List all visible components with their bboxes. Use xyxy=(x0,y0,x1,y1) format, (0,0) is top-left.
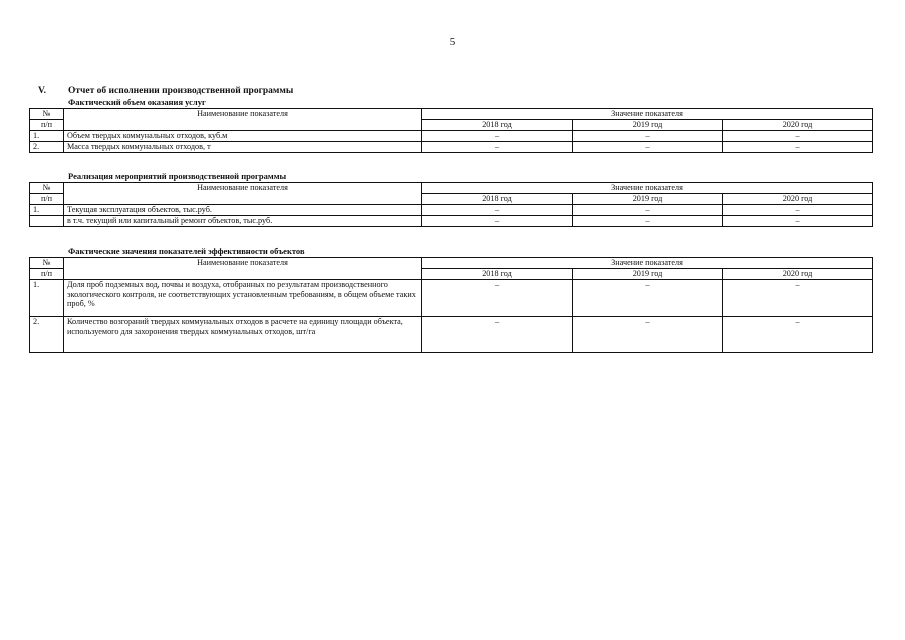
value-2018: – xyxy=(422,280,573,317)
table-2-title: Реализация мероприятий производственной программы xyxy=(68,171,287,181)
header-values-group: Значение показателя xyxy=(422,258,873,269)
value-2018: – xyxy=(422,317,573,353)
section-number: V. xyxy=(38,86,47,96)
row-number: 1. xyxy=(30,280,64,317)
header-num-line1: № xyxy=(30,183,64,194)
row-number: 2. xyxy=(30,317,64,353)
value-2018: – xyxy=(422,142,573,153)
page-number: 5 xyxy=(449,36,456,48)
row-number: 1. xyxy=(30,205,64,216)
value-2019: – xyxy=(573,142,723,153)
header-year-2019: 2019 год xyxy=(573,269,723,280)
table-1-title: Фактический объем оказания услуг xyxy=(68,97,206,107)
value-2018: – xyxy=(422,205,573,216)
table-3-title: Фактические значения показателей эффективности объектов xyxy=(68,246,305,256)
row-indicator-name: Масса твердых коммунальных отходов, т xyxy=(64,142,422,153)
section-title: Отчет об исполнении производственной программы xyxy=(68,86,294,96)
header-num-line1: № xyxy=(30,109,64,120)
value-2019: – xyxy=(573,131,723,142)
header-num-line2: п/п xyxy=(30,269,64,280)
value-2020: – xyxy=(723,280,873,317)
table-row xyxy=(30,280,873,317)
value-2018: – xyxy=(422,131,573,142)
header-year-2018: 2018 год xyxy=(422,120,573,131)
value-2019: – xyxy=(573,205,723,216)
table-row xyxy=(30,216,873,227)
header-year-2019: 2019 год xyxy=(573,120,723,131)
value-2020: – xyxy=(723,216,873,227)
value-2020: – xyxy=(723,317,873,353)
row-number: 2. xyxy=(30,142,64,153)
services-volume-table xyxy=(29,108,873,153)
header-year-2020: 2020 год xyxy=(723,269,873,280)
value-2020: – xyxy=(723,142,873,153)
value-2019: – xyxy=(573,317,723,353)
header-year-2020: 2020 год xyxy=(723,120,873,131)
table-row xyxy=(30,142,873,153)
header-values-group: Значение показателя xyxy=(422,183,873,194)
table-row xyxy=(30,317,873,353)
header-indicator-name: Наименование показателя xyxy=(64,258,422,280)
value-2020: – xyxy=(723,131,873,142)
row-number xyxy=(30,216,64,227)
header-year-2018: 2018 год xyxy=(422,194,573,205)
header-indicator-name: Наименование показателя xyxy=(64,183,422,205)
header-values-group: Значение показателя xyxy=(422,109,873,120)
header-year-2020: 2020 год xyxy=(723,194,873,205)
row-indicator-name: Текущая эксплуатация объектов, тыс.руб. xyxy=(64,205,422,216)
row-indicator-name: Количество возгораний твердых коммунальных отходов в расчете на единицу площади объекта, используемого для захоронения твердых коммунальных отходов, шт/га xyxy=(64,317,422,353)
value-2019: – xyxy=(573,216,723,227)
program-measures-table xyxy=(29,182,873,227)
header-indicator-name: Наименование показателя xyxy=(64,109,422,131)
table-row xyxy=(30,131,873,142)
header-num-line1: № xyxy=(30,258,64,269)
header-year-2018: 2018 год xyxy=(422,269,573,280)
value-2019: – xyxy=(573,280,723,317)
row-indicator-name: Доля проб подземных вод, почвы и воздуха, отобранных по результатам производственного экологического контроля, не соответствующих установленным требованиям, в общем объеме таких проб, % xyxy=(64,280,422,317)
value-2018: – xyxy=(422,216,573,227)
header-year-2019: 2019 год xyxy=(573,194,723,205)
header-num-line2: п/п xyxy=(30,194,64,205)
header-num-line2: п/п xyxy=(30,120,64,131)
row-indicator-name: Объем твердых коммунальных отходов, куб.м xyxy=(64,131,422,142)
section-heading xyxy=(38,86,293,96)
value-2020: – xyxy=(723,205,873,216)
efficiency-indicators-table xyxy=(29,257,873,353)
table-row xyxy=(30,205,873,216)
row-indicator-name: в т.ч. текущий или капитальный ремонт объектов, тыс.руб. xyxy=(64,216,422,227)
row-number: 1. xyxy=(30,131,64,142)
